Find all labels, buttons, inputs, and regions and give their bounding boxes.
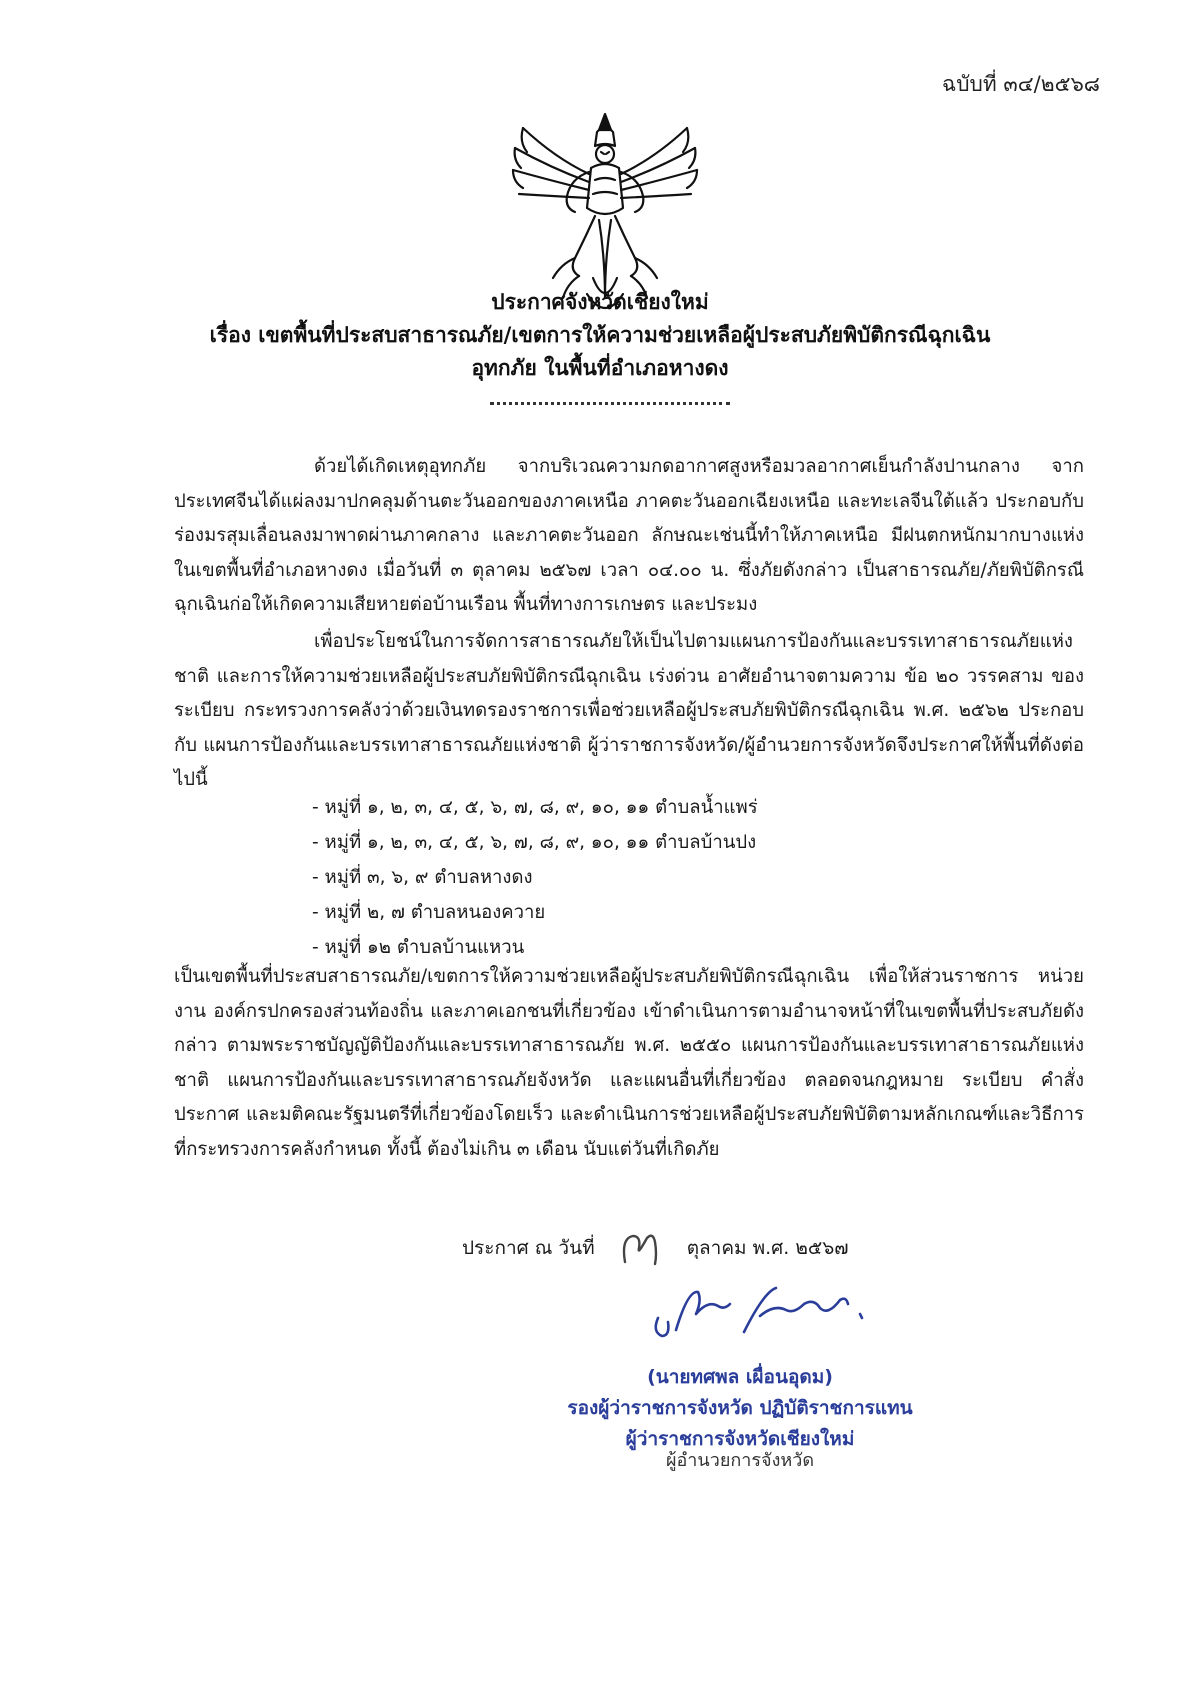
village-list: [312, 790, 758, 965]
signatory-position-1: รองผู้ว่าราชการจังหวัด ปฏิบัติราชการแทน: [567, 1397, 913, 1419]
announcement-date: [462, 1228, 849, 1268]
issue-number: ฉบับที่ ๓๔/๒๕๖๘: [941, 72, 1100, 96]
paragraph-1: ด้วยได้เกิดเหตุอุทกภัย จากบริเวณความกดอากาศสูงหรือมวลอากาศเย็นกำลังปานกลาง จากประเทศจีนได้แผ่ลงมาปกคลุมด้านตะวันออกของภาคเหนือ ภาคตะวันออกเฉียงเหนือ และทะเลจีนใต้แล้ว ประกอบกับร่องมรสุมเลื่อนลงมาพาดผ่านภาคกลาง และภาคตะวันออก ลักษณะเช่นนี้ทำให้ภาคเหนือ มีฝนตกหนักมากบางแห่ง ในเขตพื้นที่อำเภอหางดง เมื่อวันที่ ๓ ตุลาคม ๒๕๖๗ เวลา ๐๔.๐๐ น. ซึ่งภัยดังกล่าว เป็นสาธารณภัย/ภัยพิบัติกรณีฉุกเฉินก่อให้เกิดความเสียหายต่อบ้านเรือน พื้นที่ทางการเกษตร และประมง: [174, 456, 1084, 615]
paragraph-2: เพื่อประโยชน์ในการจัดการสาธารณภัยให้เป็นไปตามแผนการป้องกันและบรรเทาสาธารณภัยแห่งชาติ และการให้ความช่วยเหลือผู้ประสบภัยพิบัติกรณีฉุกเฉิน เร่งด่วน อาศัยอำนาจตามความ ข้อ ๒๐ วรรคสาม ของระเบียบ กระทรวงการคลังว่าด้วยเงินทดรองราชการเพื่อช่วยเหลือผู้ประสบภัยพิบัติกรณีฉุกเฉิน พ.ศ. ๒๕๖๒ ประกอบกับ แผนการป้องกันและบรรเทาสาธารณภัยแห่งชาติ ผู้ว่าราชการจังหวัด/ผู้อำนวยการจังหวัดจึงประกาศให้พื้นที่ดังต่อไปนี้: [174, 631, 1084, 790]
handwritten-signature-icon: [648, 1270, 888, 1350]
date-prefix: ประกาศ ณ วันที่: [462, 1236, 595, 1259]
date-month-year: ตุลาคม พ.ศ. ๒๕๖๗: [686, 1236, 849, 1259]
title-line-2: เรื่อง เขตพื้นที่ประสบสาธารณภัย/เขตการให้ความช่วยเหลือผู้ประสบภัยพิบัติกรณีฉุกเฉิน: [209, 323, 991, 347]
signatory-block: [530, 1362, 950, 1471]
list-item: - หมู่ที่ ๑, ๒, ๓, ๔, ๕, ๖, ๗, ๘, ๙, ๑๐, ๑๑ ตำบลน้ำแพร่: [312, 797, 758, 818]
list-item: - หมู่ที่ ๒, ๗ ตำบลหนองควาย: [312, 902, 546, 923]
signatory-name: (นายทศพล เผื่อนอุดม): [647, 1366, 833, 1388]
announcement-title: [0, 286, 1200, 385]
list-item: - หมู่ที่ ๓, ๖, ๙ ตำบลหางดง: [312, 867, 533, 888]
title-divider: [490, 402, 730, 405]
title-line-1: ประกาศจังหวัดเชียงใหม่: [491, 290, 709, 314]
signatory-position-2: ผู้ว่าราชการจังหวัดเชียงใหม่: [625, 1428, 855, 1450]
list-item: - หมู่ที่ ๑๒ ตำบลบ้านแหวน: [312, 937, 525, 958]
handwritten-day-icon: [611, 1228, 671, 1268]
paragraph-3: เป็นเขตพื้นที่ประสบสาธารณภัย/เขตการให้ความช่วยเหลือผู้ประสบภัยพิบัติกรณีฉุกเฉิน เพื่อให้ส่วนราชการ หน่วยงาน องค์กรปกครองส่วนท้องถิ่น และภาคเอกชนที่เกี่ยวข้อง เข้าดำเนินการตามอำนาจหน้าที่ในเขตพื้นที่ประสบภัยดังกล่าว ตามพระราชบัญญัติป้องกันและบรรเทาสาธารณภัย พ.ศ. ๒๕๕๐ แผนการป้องกันและบรรเทาสาธารณภัยแห่งชาติ แผนการป้องกันและบรรเทาสาธารณภัยจังหวัด และแผนอื่นที่เกี่ยวข้อง ตลอดจนกฎหมาย ระเบียบ คำสั่ง ประกาศ และมติคณะรัฐมนตรีที่เกี่ยวข้องโดยเร็ว และดำเนินการช่วยเหลือผู้ประสบภัยพิบัติตามหลักเกณฑ์และวิธีการ ที่กระทรวงการคลังกำหนด ทั้งนี้ ต้องไม่เกิน ๓ เดือน นับแต่วันที่เกิดภัย: [174, 966, 1084, 1160]
list-item: - หมู่ที่ ๑, ๒, ๓, ๔, ๕, ๖, ๗, ๘, ๙, ๑๐, ๑๑ ตำบลบ้านปง: [312, 832, 757, 853]
signatory-position-3: ผู้อำนวยการจังหวัด: [665, 1450, 815, 1471]
title-line-3: อุทกภัย ในพื้นที่อำเภอหางดง: [471, 356, 729, 380]
